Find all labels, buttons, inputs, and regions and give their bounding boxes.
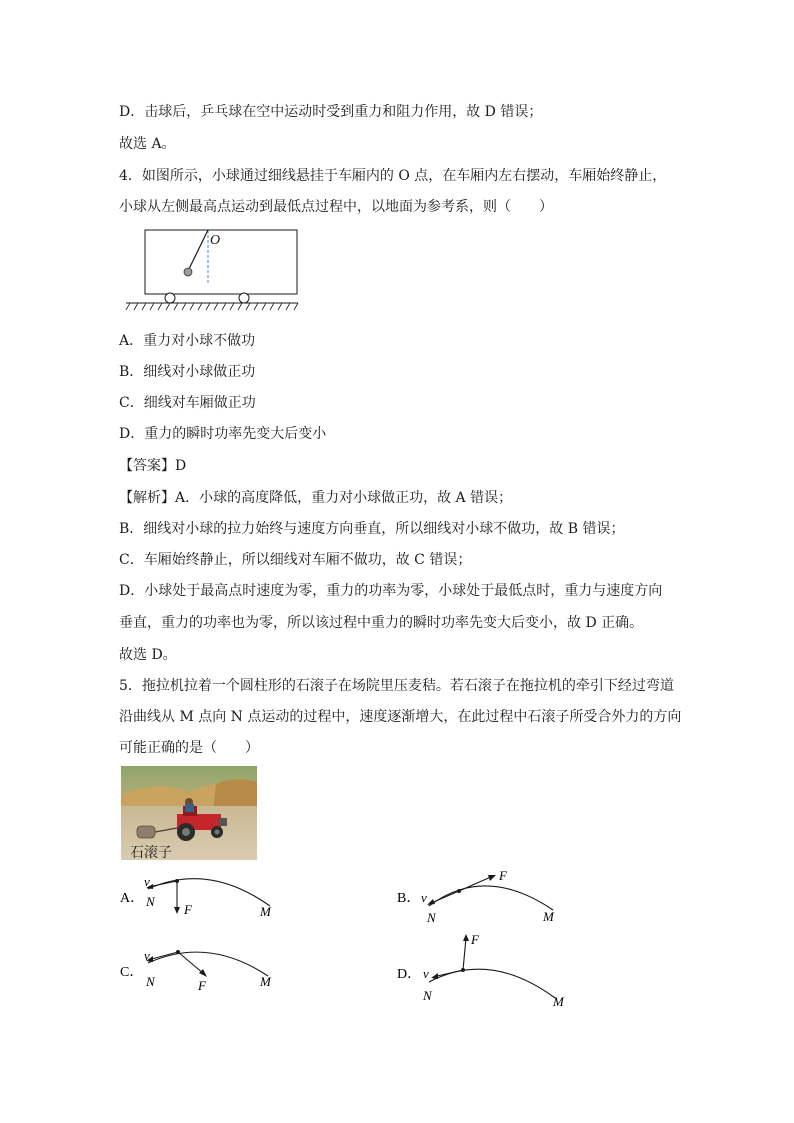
svg-text:F: F	[198, 978, 206, 993]
option-c-diagram	[118, 940, 288, 996]
question-5-stem-line-1: 5．拖拉机拉着一个圆柱形的石滚子在场院里压麦秸。若石滚子在拖拉机的牵引下经过弯道	[119, 678, 674, 694]
svg-text:v: v	[423, 966, 429, 981]
option-d-diagram	[395, 928, 575, 1010]
string	[188, 230, 208, 271]
svg-text:M: M	[543, 909, 554, 924]
analysis-conclusion: 故选 D。	[119, 647, 177, 663]
question-5-stem-line-3: 可能正确的是（ ）	[119, 740, 259, 756]
force-arrow	[459, 876, 493, 891]
option-a: A．重力对小球不做功	[119, 333, 256, 349]
svg-text:N: N	[423, 988, 432, 1003]
analysis-line-2: B．细线对小球的拉力始终与速度方向垂直，所以细线对小球不做功，故 B 错误；	[119, 521, 625, 537]
option-d: D．重力的瞬时功率先变大后变小	[119, 426, 327, 442]
option-b-label: B．	[397, 891, 421, 906]
text-line-2: 故选 A。	[119, 136, 176, 152]
option-b: B．细线对小球做正功	[119, 364, 256, 380]
analysis-line-3: C．车厢始终静止，所以细线对车厢不做功，故 C 错误；	[119, 552, 472, 568]
ground-hatching	[126, 303, 298, 310]
svg-text:N: N	[427, 910, 436, 925]
analysis-line-4: D．小球处于最高点时速度为零，重力的功率为零，小球处于最低点时，重力与速度方向	[119, 583, 663, 599]
svg-text:M: M	[553, 994, 564, 1009]
svg-text:N: N	[146, 894, 155, 909]
question-4-stem-line-1: 4．如图所示，小球通过细线悬挂于车厢内的 O 点，在车厢内左右摆动，车厢始终静止，	[119, 168, 667, 184]
svg-text:M: M	[260, 904, 271, 919]
question-5-stem-line-2: 沿曲线从 M 点向 N 点运动的过程中，速度逐渐增大，在此过程中石滚子所受合外力的方向	[119, 709, 682, 725]
cart-body	[145, 230, 297, 294]
option-a-diagram	[118, 866, 288, 928]
answer: 【答案】D	[119, 458, 187, 474]
option-c-label: C．	[120, 965, 144, 980]
pendulum-cart-figure	[120, 222, 310, 317]
option-b-diagram	[395, 866, 575, 930]
analysis-line-1: 【解析】A．小球的高度降低，重力对小球做正功，故 A 错误；	[119, 490, 513, 506]
force-arrow	[178, 952, 204, 974]
option-c: C．细线对车厢做正功	[119, 395, 256, 411]
svg-text:N: N	[146, 974, 155, 989]
svg-text:M: M	[260, 974, 271, 989]
analysis-line-5: 垂直，重力的功率也为零，所以该过程中重力的瞬时功率先变大后变小，故 D 正确。	[119, 615, 644, 631]
question-4-stem-line-2: 小球从左侧最高点运动到最低点过程中，以地面为参考系，则（ ）	[119, 199, 553, 215]
svg-text:F: F	[471, 932, 479, 947]
right-wheel	[239, 293, 249, 303]
option-a-label: A．	[120, 891, 145, 906]
svg-text:F: F	[184, 902, 192, 917]
svg-text:F: F	[499, 868, 507, 883]
point-o-label: O	[210, 233, 221, 248]
text-line-1: D．击球后，乒乓球在空中运动时受到重力和阻力作用，故 D 错误；	[119, 104, 543, 120]
force-arrow	[463, 938, 466, 970]
photo-caption: 石滚子	[130, 845, 172, 861]
left-wheel	[165, 293, 175, 303]
svg-text:v: v	[144, 874, 150, 889]
svg-text:v: v	[144, 948, 150, 963]
option-d-label: D．	[397, 967, 422, 982]
ball	[184, 268, 192, 276]
curve	[429, 886, 553, 910]
svg-text:v: v	[421, 890, 427, 905]
